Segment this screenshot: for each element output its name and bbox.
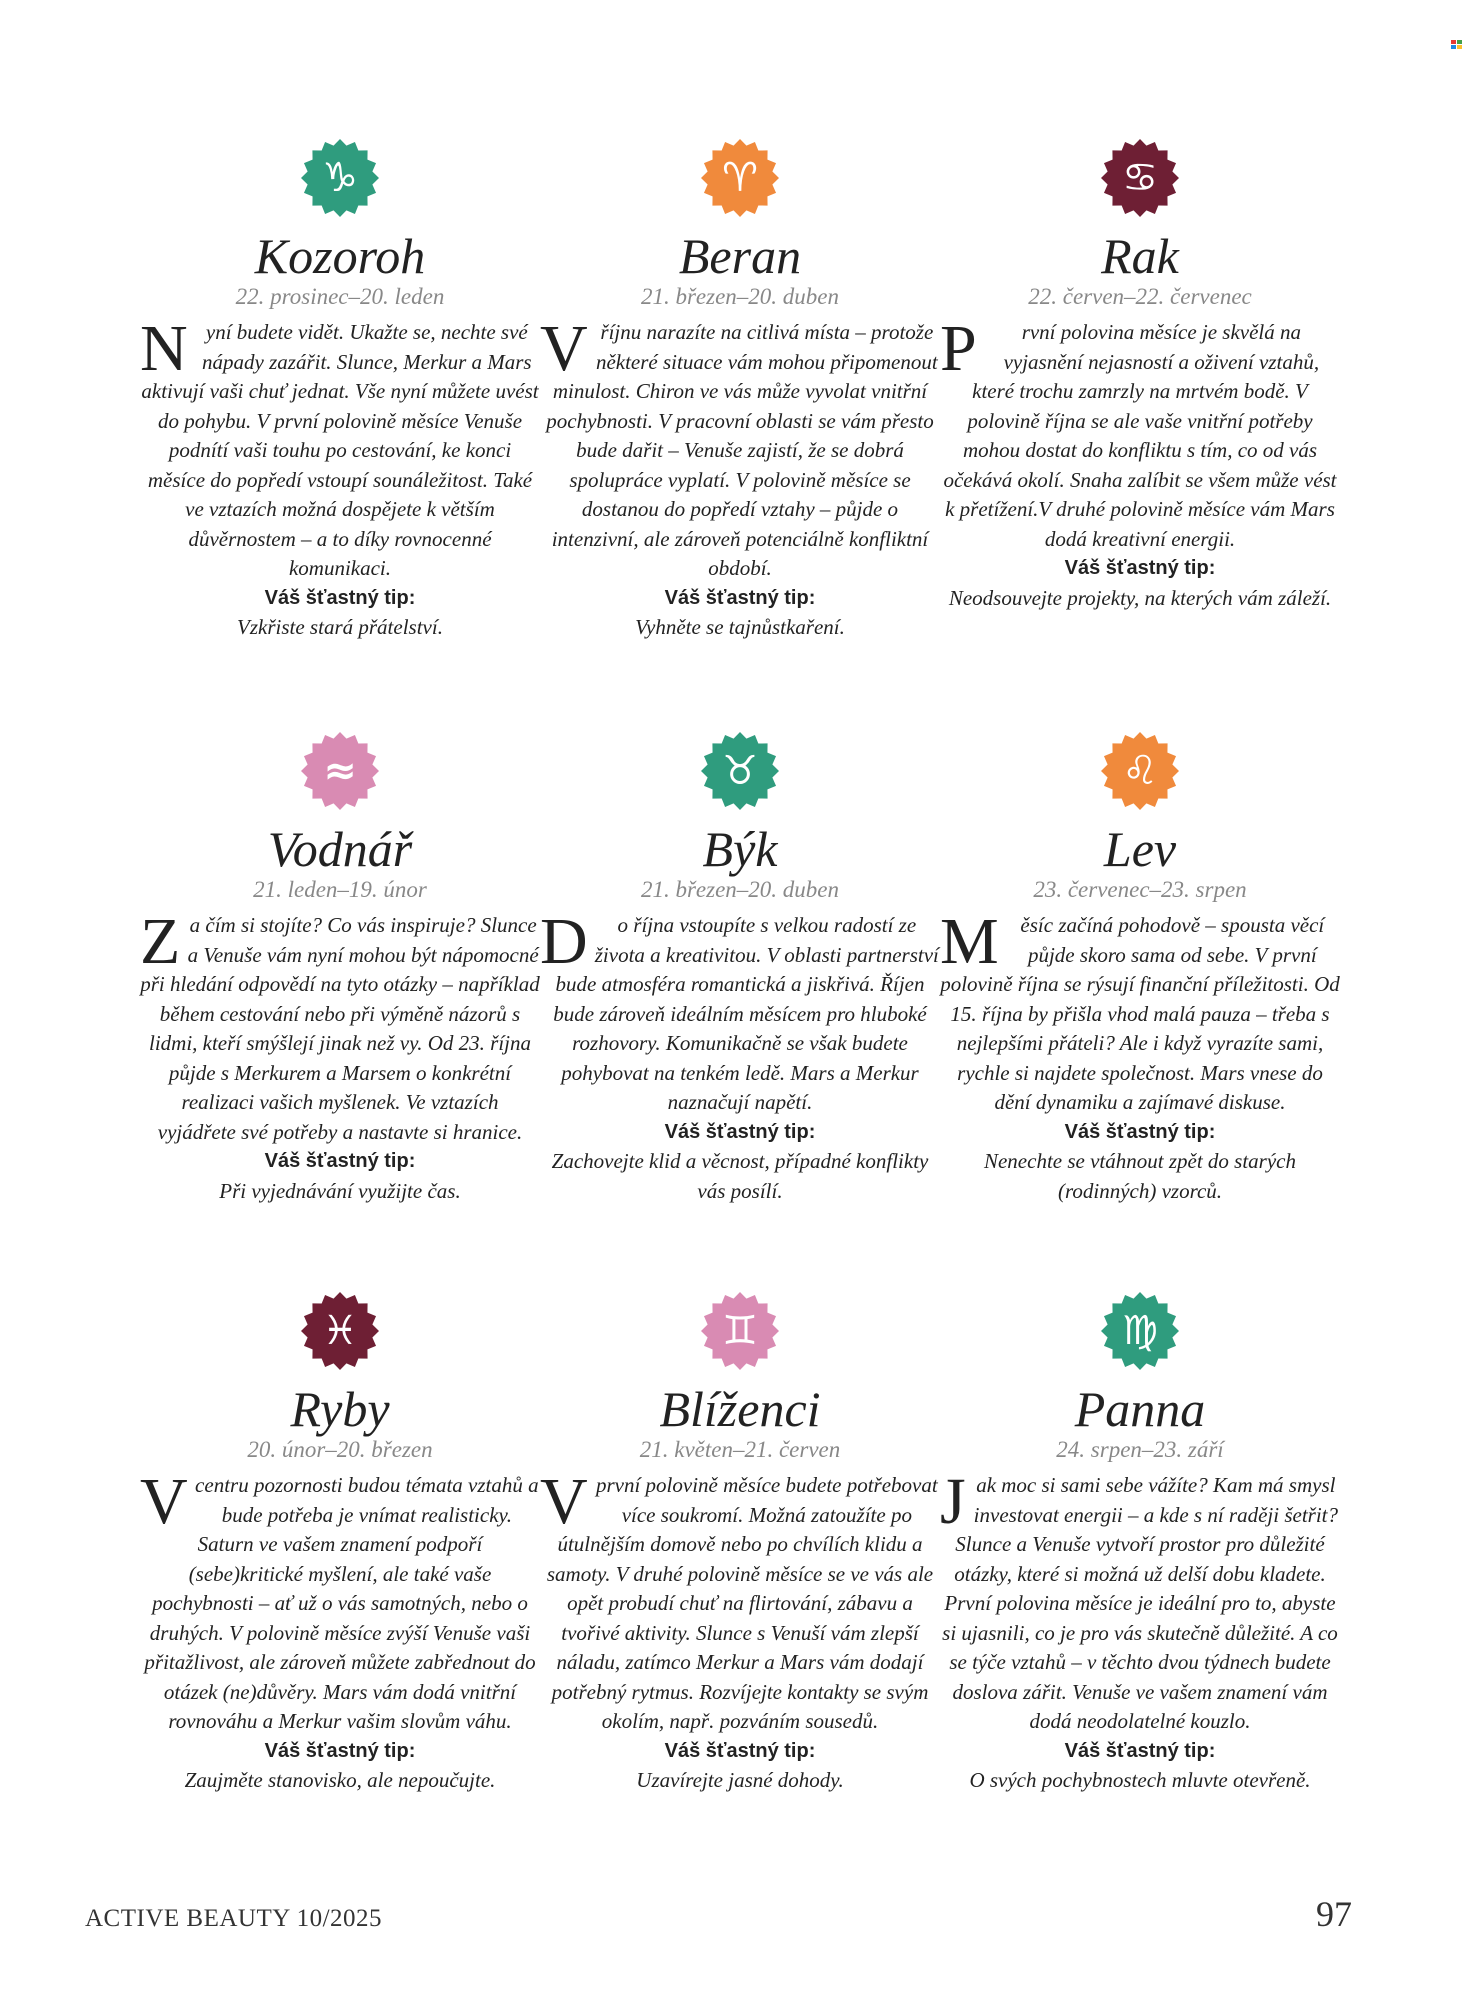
lucky-tip-label: Váš šťastný tip:	[1064, 557, 1216, 579]
aquarius-icon	[300, 731, 380, 811]
sign-name: Beran	[678, 228, 802, 284]
lucky-tip-label: Váš šťastný tip:	[664, 586, 816, 609]
horoscope-text	[540, 905, 940, 1206]
sign-aries	[540, 138, 940, 731]
lucky-tip-label: Váš šťastný tip:	[264, 586, 416, 609]
horoscope-text	[940, 905, 1340, 1206]
sign-dates: 21. březen–20. duben	[640, 877, 840, 902]
lucky-tip-label: Váš šťastný tip:	[1064, 1120, 1216, 1143]
zodiac-glyph: ♊	[722, 1308, 758, 1354]
horoscope-body: ěsíc začíná pohodově – spousta věcí půjde skoro sama od sebe. V první polovině října se rýsují finanční příležitosti. Od 15. října by přišla vhod malá pauza – třeba s nejlepšími přáteli? Ale i když vyrazíte sami, rychle si najdete společnost. Mars vnese do dění dynamiku a zajímavé diskuse.	[940, 913, 1340, 1114]
sign-cancer	[940, 138, 1340, 731]
sign-dates: 24. srpen–23. září	[1056, 1437, 1224, 1462]
sign-taurus	[540, 731, 940, 1291]
sign-name: Kozoroh	[254, 228, 426, 284]
drop-cap: V	[140, 1465, 188, 1538]
zodiac-glyph: ♍	[1122, 1308, 1158, 1354]
horoscope-body: o října vstoupíte s velkou radostí ze života a kreativitou. V oblasti partnerství bude atmosféra romantická a jiskřivá. Říjen bude zároveň ideálním měsícem pro hluboké rozhovory. Komunikačně se však budete pohybovat na tenkém ledě. Mars a Merkur naznačují napětí.	[553, 913, 939, 1114]
drop-cap: V	[540, 1465, 588, 1538]
lucky-tip: Při vyjednávání využijte čas.	[219, 1178, 461, 1203]
sign-name: Býk	[702, 821, 778, 877]
leo-icon	[1100, 731, 1180, 811]
sign-name: Panna	[1074, 1381, 1206, 1437]
sign-name: Lev	[1103, 821, 1177, 877]
horoscope-text	[540, 312, 940, 643]
lucky-tip: Zachovejte klid a věcnost, případné konflikty vás posílí.	[551, 1149, 929, 1203]
sign-dates: 23. červenec–23. srpen	[1033, 877, 1247, 902]
zodiac-glyph: ♈	[722, 155, 758, 201]
horoscope-body: centru pozornosti budou témata vztahů a bude potřeba je vnímat realisticky. Saturn ve vašem znamení podpoří (sebe)kritické myšlení, ale také vaše pochybnosti – ať už o vás samotných, nebo o druhých. V polovině měsíce zvýší Venuše vaši přitažlivost, ale zároveň můžete zabřednout do otázek (ne)důvěry. Mars vám dodá vnitřní rovnováhu a Merkur vašim slovům váhu.	[144, 1473, 539, 1733]
gemini-icon	[700, 1291, 780, 1371]
sign-leo	[940, 731, 1340, 1291]
drop-cap: N	[140, 312, 188, 385]
capricorn-icon	[300, 138, 380, 218]
lucky-tip: Nenechte se vtáhnout zpět do starých (rodinných) vzorců.	[983, 1149, 1296, 1203]
lucky-tip-label: Váš šťastný tip:	[1064, 1739, 1216, 1762]
sign-dates: 22. červen–22. červenec	[1028, 284, 1252, 309]
horoscope-body: rvní polovina měsíce je skvělá na vyjasnění nejasností a oživení vztahů, které trochu zamrzly na mrtvém bodě. V polovině října se ale vaše vnitřní potřeby mohou dostat do konfliktu s tím, co od vás očekává okolí. Snaha zalíbit se všem může vést k přetížení.V druhé polovině měsíce vám Mars dodá kreativní energii.	[943, 320, 1337, 551]
sign-dates: 21. květen–21. červen	[639, 1437, 841, 1462]
sign-aquarius	[140, 731, 540, 1291]
lucky-tip-label: Váš šťastný tip:	[264, 1739, 416, 1762]
zodiac-glyph: ≈	[323, 748, 357, 794]
lucky-tip-label: Váš šťastný tip:	[664, 1739, 816, 1762]
lucky-tip-label: Váš šťastný tip:	[264, 1150, 416, 1172]
aries-icon	[700, 138, 780, 218]
virgo-icon	[1100, 1291, 1180, 1371]
drop-cap: Z	[140, 905, 181, 978]
sign-name: Ryby	[290, 1381, 390, 1437]
horoscope-grid	[140, 138, 1340, 1851]
horoscope-text	[140, 1465, 540, 1796]
lucky-tip: Neodsouvejte projekty, na kterých vám záleží.	[948, 585, 1332, 610]
horoscope-text	[940, 1465, 1340, 1796]
horoscope-body: první polovině měsíce budete potřebovat více soukromí. Možná zatoužíte po útulnějším domově nebo po chvílích klidu a samoty. V druhé polovině měsíce se ve vás ale opět probudí chuť na flirtování, zábavu a tvořivé aktivity. Slunce s Venuší vám zlepší náladu, zatímco Merkur a Mars vám dodají potřebný rytmus. Rozvíjejte kontakty se svým okolím, např. pozváním sousedů.	[546, 1473, 938, 1733]
zodiac-glyph: ♉	[722, 748, 758, 794]
horoscope-text	[140, 905, 540, 1206]
cancer-icon	[1100, 138, 1180, 218]
drop-cap: P	[940, 312, 977, 385]
sign-pisces	[140, 1291, 540, 1851]
horoscope-text	[940, 312, 1340, 613]
sign-name: Vodnář	[267, 821, 413, 877]
lucky-tip: Vzkřiste stará přátelství.	[237, 615, 443, 639]
corner-mark	[1451, 40, 1463, 50]
lucky-tip: Zaujměte stanovisko, ale nepoučujte.	[184, 1768, 496, 1792]
sign-capricorn	[140, 138, 540, 731]
drop-cap: D	[540, 905, 588, 978]
horoscope-body: ak moc si sami sebe vážíte? Kam má smysl investovat energii – a kde s ní raději šetřit? Slunce a Venuše vytvoří prostor pro důležité otázky, které si možná už delší dobu kladete. První polovina měsíce je ideální pro to, abyste si ujasnili, co je pro vás skutečně důležité. A co se týče vztahů – v těchto dvou týdnech budete doslova zářit. Venuše ve vašem znamení vám dodá neodolatelné kouzlo.	[942, 1473, 1338, 1733]
drop-cap: V	[540, 312, 588, 385]
drop-cap: M	[940, 905, 999, 978]
horoscope-text	[540, 1465, 940, 1796]
horoscope-text	[140, 312, 540, 643]
sign-dates: 21. březen–20. duben	[640, 284, 840, 309]
zodiac-glyph: ♌	[1122, 748, 1158, 794]
lucky-tip: Vyhněte se tajnůstkaření.	[635, 615, 845, 639]
drop-cap: J	[940, 1465, 966, 1538]
zodiac-glyph: ♓	[322, 1308, 358, 1354]
pisces-icon	[300, 1291, 380, 1371]
zodiac-glyph: ♋	[1122, 155, 1158, 201]
lucky-tip: O svých pochybnostech mluvte otevřeně.	[969, 1768, 1311, 1792]
horoscope-body: yní budete vidět. Ukažte se, nechte své nápady zazářit. Slunce, Merkur a Mars aktivují vaši chuť jednat. Vše nyní můžete uvést do pohybu. V první polovině měsíce Venuše podnítí vaši touhu po cestování, ke konci měsíce do popředí vstoupí sounáležitost. Také ve vztazích možná dospějete k větším důvěrnostem – a to díky rovnocenné komunikaci.	[141, 320, 539, 580]
sign-gemini	[540, 1291, 940, 1851]
horoscope-body: říjnu narazíte na citlivá místa – protože některé situace vám mohou připomenout minulost. Chiron ve vás může vyvolat vnitřní pochybnosti. V pracovní oblasti se vám přesto bude dařit – Venuše zajistí, že se dobrá spolupráce vyplatí. V polovině měsíce se dostanou do popředí vztahy – půjde o intenzivní, ale zároveň potenciálně konfliktní období.	[546, 320, 938, 580]
sign-name: Blíženci	[659, 1381, 821, 1437]
lucky-tip-label: Váš šťastný tip:	[664, 1120, 816, 1143]
page-number: 97	[1316, 1894, 1352, 1934]
sign-virgo	[940, 1291, 1340, 1851]
magazine-issue: ACTIVE BEAUTY 10/2025	[85, 1905, 383, 1932]
lucky-tip: Uzavírejte jasné dohody.	[636, 1768, 844, 1792]
sign-dates: 22. prosinec–20. leden	[235, 284, 445, 309]
sign-name: Rak	[1101, 228, 1179, 284]
taurus-icon	[700, 731, 780, 811]
sign-dates: 20. únor–20. březen	[247, 1437, 433, 1462]
zodiac-glyph: ♑	[322, 155, 358, 201]
horoscope-body: a čím si stojíte? Co vás inspiruje? Slunce a Venuše vám nyní mohou být nápomocné při hledání odpovědí na tyto otázky – například během cestování nebo při výměně názorů s lidmi, kteří smýšlejí jinak než vy. Od 23. října půjde s Merkurem a Marsem o konkrétní realizaci vašich myšlenek. Ve vztazích vyjádřete své potřeby a nastavte si hranice.	[140, 913, 540, 1144]
sign-dates: 21. leden–19. únor	[253, 877, 427, 902]
